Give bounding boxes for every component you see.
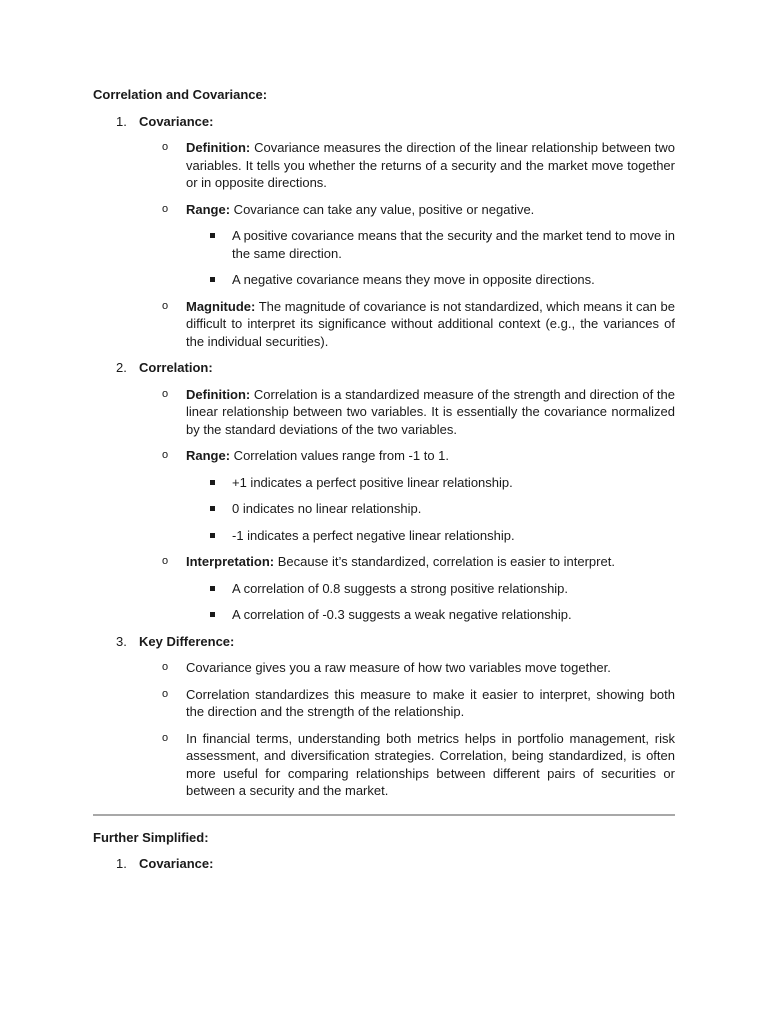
- bullet-item: [186, 474, 675, 492]
- circle-bullet-icon: o: [162, 202, 169, 215]
- item-number: 1.: [116, 856, 127, 871]
- item-label: Range:: [186, 201, 231, 217]
- numbered-item: [93, 633, 675, 800]
- sub-item-text: [186, 659, 675, 677]
- bullet-text: -1 indicates a perfect negative linear relationship.: [232, 527, 515, 543]
- square-bullet-icon: [210, 612, 215, 617]
- bullet-item: [186, 271, 675, 289]
- item-text: In financial terms, understanding both metrics helps in portfolio management, risk assessment, and diversification strategies. Correlation, being standardized, is often more useful for comparing relationships between different pairs of securities or between a security and the market.: [186, 730, 675, 798]
- item-text: Because it’s standardized, correlation is easier to interpret.: [274, 554, 615, 569]
- numbered-item: [93, 855, 675, 873]
- square-bullet-icon: [210, 533, 215, 538]
- sub-list-item: [139, 298, 675, 351]
- bullet-item: [186, 500, 675, 518]
- circle-bullet-icon: o: [162, 299, 169, 312]
- bullet-item: [186, 606, 675, 624]
- square-bullet-icon: [210, 480, 215, 485]
- circle-bullet-icon: o: [162, 661, 169, 673]
- circle-bullet-icon: o: [162, 731, 169, 744]
- sub-list-item: [139, 201, 675, 289]
- sub-list: [139, 659, 675, 800]
- section-title: Covariance:: [139, 113, 214, 129]
- bullet-list: [186, 227, 675, 289]
- bullet-text: A correlation of 0.8 suggests a strong positive relationship.: [232, 580, 569, 596]
- section-title: Correlation:: [139, 360, 213, 375]
- item-text: Correlation values range from -1 to 1.: [230, 448, 449, 463]
- horizontal-rule: [93, 814, 675, 816]
- item-text: Correlation standardizes this measure to make it easier to interpret, showing both the direction and the strength of the relationship.: [186, 686, 675, 719]
- item-text: Covariance gives you a raw measure of how two variables move together.: [186, 660, 611, 675]
- bullet-text: +1 indicates a perfect positive linear relationship.: [232, 474, 513, 490]
- square-bullet-icon: [210, 506, 215, 511]
- sub-list-item: [139, 686, 675, 721]
- document-title: Correlation and Covariance:: [93, 87, 268, 102]
- bullet-item: [186, 227, 675, 262]
- sub-list-item: [139, 386, 675, 439]
- sub-item-text: [186, 686, 675, 721]
- sub-item-text: [186, 386, 675, 439]
- main-numbered-list: [93, 113, 675, 800]
- item-text: Correlation is a standardized measure of the strength and direction of the linear relationship between two variables. It is essentially the covariance normalized by the standard deviations of the two variables.: [186, 386, 675, 437]
- item-label: Definition:: [186, 386, 251, 402]
- circle-bullet-icon: o: [162, 449, 169, 461]
- sub-item-text: [186, 139, 675, 192]
- square-bullet-icon: [210, 586, 215, 591]
- item-label: Range:: [186, 448, 231, 463]
- sub-item-text: [186, 553, 675, 571]
- circle-bullet-icon: o: [162, 555, 169, 567]
- sub-list-item: [139, 447, 675, 544]
- circle-bullet-icon: o: [162, 141, 169, 153]
- square-bullet-icon: [210, 277, 215, 282]
- sub-list: [139, 386, 675, 624]
- circle-bullet-icon: o: [162, 687, 169, 700]
- bullet-text: A positive covariance means that the security and the market tend to move in the same direction.: [232, 228, 675, 261]
- bullet-item: [186, 580, 675, 598]
- square-bullet-icon: [210, 233, 215, 238]
- numbered-item: [93, 359, 675, 624]
- section-title: Key Difference:: [139, 633, 235, 649]
- item-label: Definition:: [186, 140, 251, 155]
- bullet-text: A correlation of -0.3 suggests a weak negative relationship.: [232, 607, 572, 622]
- sub-item-text: [186, 298, 675, 351]
- sub-item-text: [186, 201, 675, 219]
- further-numbered-list: [93, 855, 675, 873]
- sub-list-item: [139, 553, 675, 624]
- circle-bullet-icon: o: [162, 387, 169, 400]
- bullet-text: A negative covariance means they move in opposite directions.: [232, 272, 595, 287]
- sub-list: [139, 139, 675, 350]
- sub-item-text: [186, 447, 675, 465]
- item-text: The magnitude of covariance is not standardized, which means it can be difficult to interpret its significance without additional context (e.g., the variances of the individual securities).: [186, 298, 675, 349]
- item-number: 1.: [116, 113, 127, 129]
- sub-list-item: [139, 139, 675, 192]
- bullet-list: [186, 580, 675, 624]
- bullet-text: 0 indicates no linear relationship.: [232, 501, 422, 516]
- numbered-item: [93, 113, 675, 351]
- section-title: Covariance:: [139, 856, 214, 871]
- item-text: Covariance measures the direction of the linear relationship between two variables. It tells you whether the returns of a security and the market move together or in opposite directions.: [186, 140, 675, 190]
- item-text: Covariance can take any value, positive or negative.: [230, 201, 535, 217]
- document-page: [93, 86, 675, 882]
- bullet-item: [186, 527, 675, 545]
- item-number: 2.: [116, 360, 127, 375]
- item-number: 3.: [116, 633, 127, 649]
- bullet-list: [186, 474, 675, 545]
- further-title: Further Simplified:: [93, 829, 209, 845]
- sub-list-item: [139, 659, 675, 677]
- sub-item-text: [186, 730, 675, 800]
- sub-list-item: [139, 730, 675, 800]
- item-label: Interpretation:: [186, 554, 275, 569]
- item-label: Magnitude:: [186, 298, 256, 314]
